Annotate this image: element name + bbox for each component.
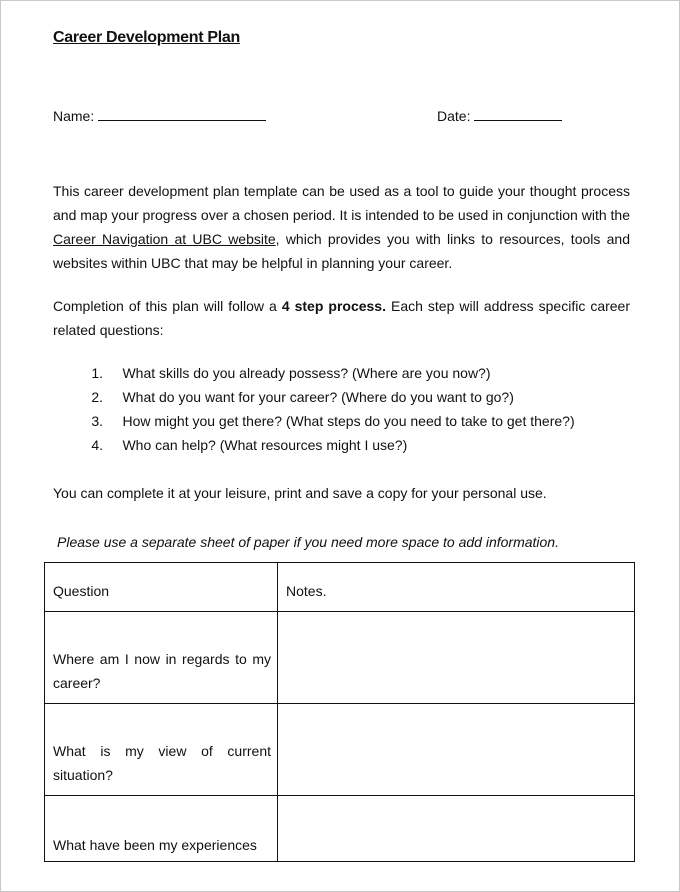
table-row — [45, 612, 635, 704]
notes-cell[interactable] — [278, 796, 635, 862]
name-label: Name: — [53, 108, 95, 124]
completion-paragraph — [53, 294, 630, 342]
header-notes: Notes. — [278, 563, 635, 612]
name-blank[interactable] — [98, 108, 266, 121]
table-row — [45, 704, 635, 796]
leisure-paragraph: You can complete it at your leisure, print and save a copy for your personal use. — [53, 485, 547, 501]
step-text: Who can help? (What resources might I use?) — [122, 437, 408, 453]
table-row — [45, 796, 635, 862]
questions-table — [44, 562, 635, 862]
page-title: Career Development Plan — [53, 29, 240, 46]
completion-bold: 4 step process. — [281, 298, 386, 314]
steps-list — [53, 361, 575, 457]
step-number: 2. — [91, 389, 103, 405]
step-text: What skills do you already possess? (Where are you now?) — [122, 365, 491, 381]
list-item — [53, 361, 575, 385]
date-blank[interactable] — [474, 108, 562, 121]
question-cell: What have been my experiences — [45, 796, 278, 862]
step-text: How might you get there? (What steps do you need to take to get there?) — [122, 413, 575, 429]
question-cell: What is my view of current situation? — [45, 704, 278, 796]
header-question: Question — [45, 563, 278, 612]
intro-paragraph — [53, 179, 630, 275]
note-paragraph: Please use a separate sheet of paper if you need more space to add information. — [57, 534, 559, 550]
career-navigation-link[interactable]: Career Navigation at UBC website — [53, 231, 276, 247]
step-number: 3. — [91, 413, 103, 429]
intro-text-end: , which provides you with links to resources, tools and websites within UBC that may be helpful in planning your career. — [53, 231, 630, 271]
date-field[interactable] — [437, 108, 562, 124]
notes-cell[interactable] — [278, 612, 635, 704]
notes-cell[interactable] — [278, 704, 635, 796]
question-cell: Where am I now in regards to my career? — [45, 612, 278, 704]
step-text: What do you want for your career? (Where do you want to go?) — [122, 389, 514, 405]
intro-text: This career development plan template can be used as a tool to guide your thought process and map your progress over a chosen period. It is intended to be used in conjunction with the — [53, 183, 630, 223]
completion-text-end: Each step will address specific career related questions: — [53, 298, 631, 338]
step-number: 4. — [91, 437, 103, 453]
list-item — [53, 433, 575, 457]
completion-text: Completion of this plan will follow a — [53, 298, 282, 314]
step-number: 1. — [91, 365, 103, 381]
name-field[interactable] — [53, 108, 266, 124]
table-header-row — [45, 563, 635, 612]
list-item — [53, 409, 575, 433]
date-label: Date: — [437, 108, 471, 124]
list-item — [53, 385, 575, 409]
